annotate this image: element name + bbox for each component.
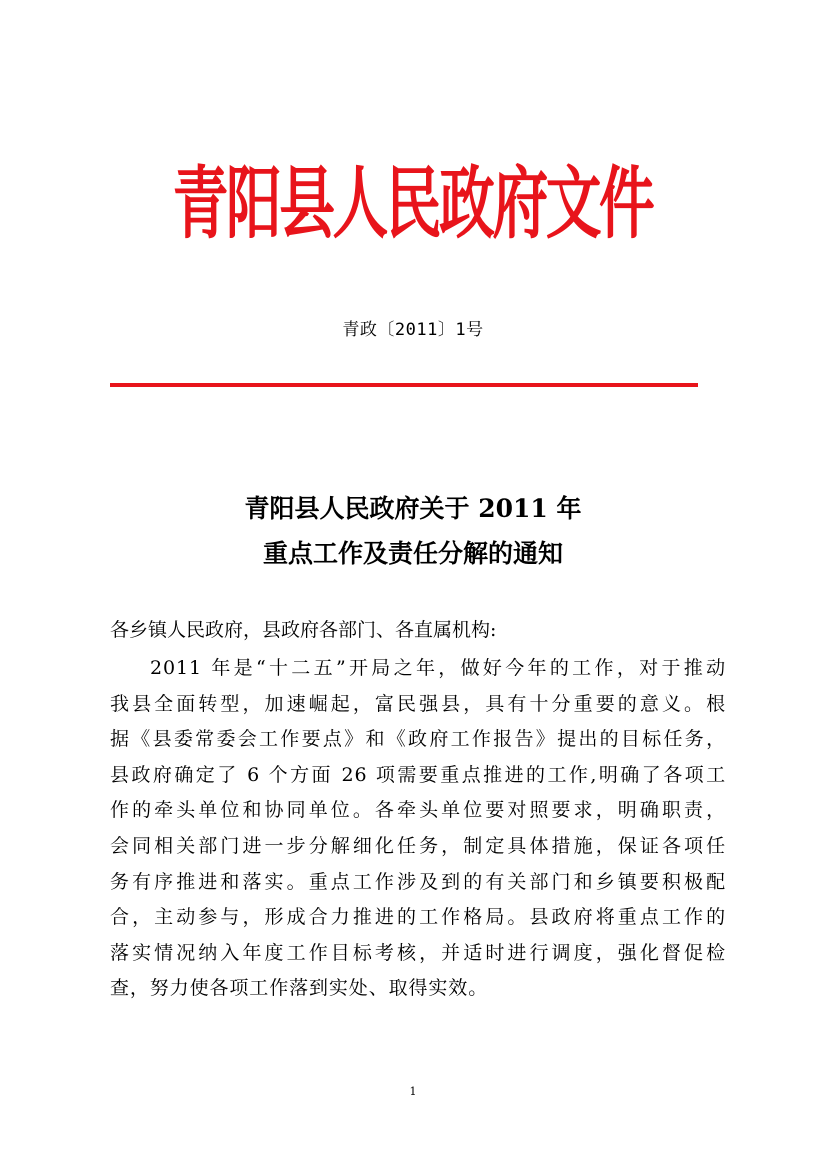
document-number: 青政〔2011〕1号	[342, 320, 484, 340]
body-line: 据《县委常委会工作要点》和《政府工作报告》提出的目标任务，	[110, 728, 726, 751]
body-line: 作的牵头单位和协同单位。各牵头单位要对照要求，明确职责，	[110, 799, 726, 822]
page-number: 1	[409, 1085, 417, 1098]
salutation: 各乡镇人民政府，县政府各部门、各直属机构:	[110, 619, 497, 641]
issuer-header-text: 青阳县人民政府文件	[173, 159, 653, 250]
body-line: 落实情况纳入年度工作目标考核，并适时进行调度，强化督促检	[110, 941, 726, 964]
notice-title	[0, 486, 826, 576]
body-paragraph	[110, 651, 726, 1007]
issuer-header	[110, 150, 716, 260]
body-line: 县政府确定了 6 个方面 26 项需要重点推进的工作,明确了各项工	[110, 763, 726, 786]
body-line: 会同相关部门进一步分解细化任务，制定具体措施，保证各项任	[110, 834, 726, 857]
body-line: 我县全面转型，加速崛起，富民强县，具有十分重要的意义。根	[110, 692, 726, 715]
red-separator-line	[110, 383, 698, 387]
notice-title-line-1: 青阳县人民政府关于 2011 年	[244, 494, 582, 523]
body-line: 2011 年是“十二五”开局之年，做好今年的工作，对于推动	[150, 657, 726, 679]
body-line: 合，主动参与，形成合力推进的工作格局。县政府将重点工作的	[110, 906, 726, 929]
body-line: 务有序推进和落实。重点工作涉及到的有关部门和乡镇要积极配	[110, 870, 726, 893]
notice-title-line-2: 重点工作及责任分解的通知	[262, 539, 563, 568]
body-line: 查，努力使各项工作落到实处、取得实效。	[110, 977, 489, 1000]
